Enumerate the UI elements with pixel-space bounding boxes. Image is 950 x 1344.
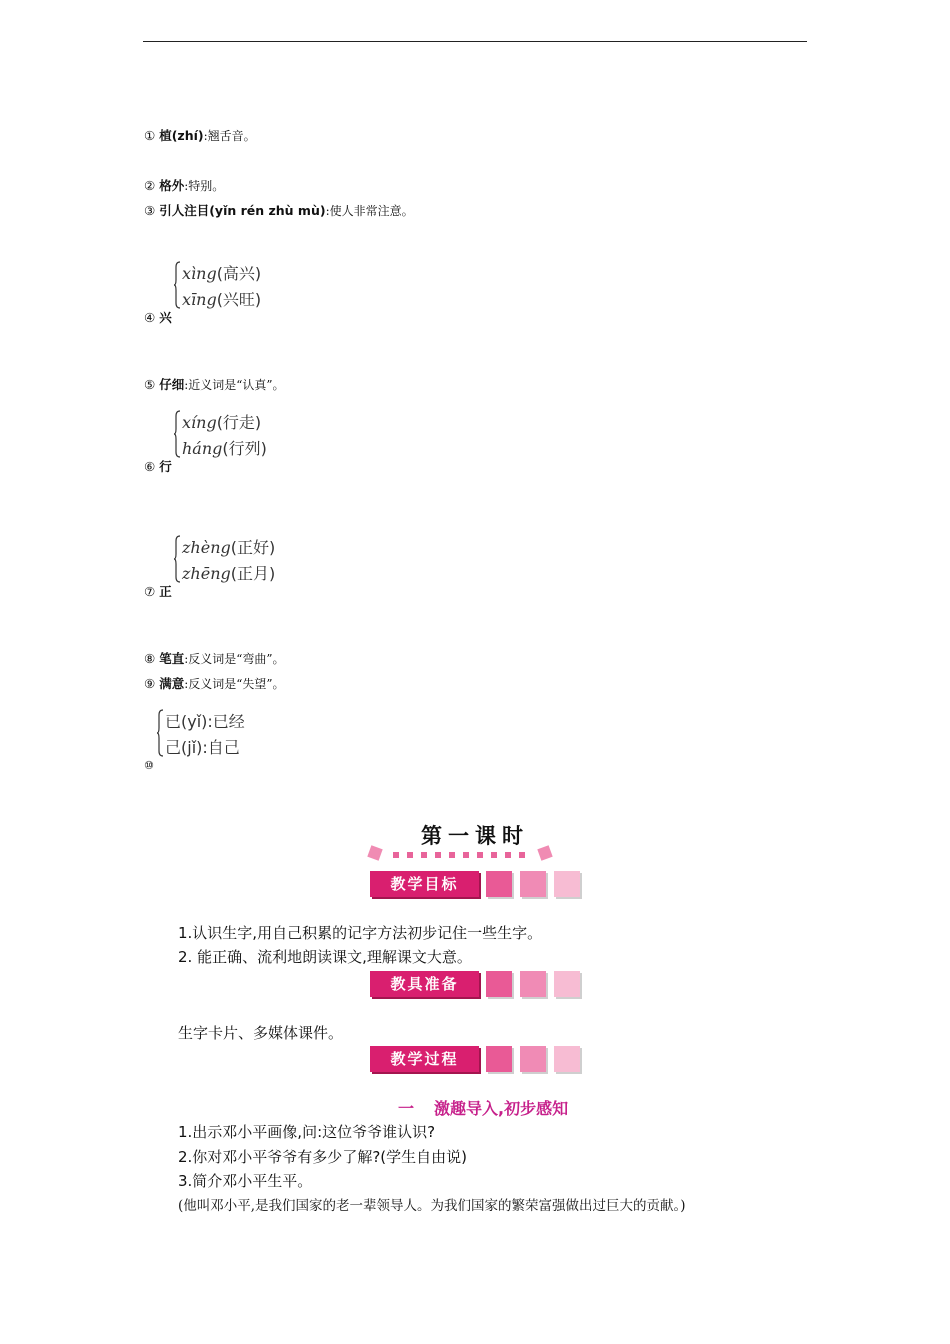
goal-line-2: 2. 能正确、流利地朗读课文,理解课文大意。 xyxy=(178,948,472,966)
tools-line: 生字卡片、多媒体课件。 xyxy=(178,1024,344,1042)
deco-dot xyxy=(449,852,455,858)
process-note: (他叫邓小平,是我们国家的老一辈领导人。为我们国家的繁荣富强做出过巨大的贡献。) xyxy=(178,1198,686,1214)
brace-icon xyxy=(174,261,180,309)
section-square xyxy=(520,971,546,997)
note-5: ⑤ 仔细:近义词是“认真”。 xyxy=(144,377,285,392)
title-decoration xyxy=(375,852,545,858)
process-line-1: 1.出示邓小平画像,问:这位爷爷谁认识? xyxy=(178,1123,436,1141)
goal-line-1: 1.认识生字,用自己积累的记字方法初步记住一些生字。 xyxy=(178,924,543,942)
note-10: ⑩ xyxy=(144,759,154,772)
brace-icon xyxy=(174,535,180,583)
deco-dot xyxy=(491,852,497,858)
brace-line: xìng(高兴) xyxy=(182,264,262,283)
header-rule xyxy=(143,41,807,42)
section-square xyxy=(520,1046,546,1072)
step-heading: 一 激趣导入,初步感知 xyxy=(398,1099,569,1118)
brace-icon xyxy=(174,410,180,458)
note-3: ③ 引人注目(yǐn rén zhù mù):使人非常注意。 xyxy=(144,203,414,218)
deco-dot xyxy=(407,852,413,858)
brace-line: zhèng(正好) xyxy=(182,538,276,557)
deco-dot xyxy=(463,852,469,858)
section-square xyxy=(520,871,546,897)
deco-dot xyxy=(505,852,511,858)
deco-dot xyxy=(421,852,427,858)
section-square xyxy=(486,1046,512,1072)
note-9: ⑨ 满意:反义词是“失望”。 xyxy=(144,676,285,691)
lesson-title: 第一课时 xyxy=(421,823,529,848)
section-label-process: 教学过程 xyxy=(370,1046,479,1072)
section-label-goals: 教学目标 xyxy=(370,871,479,897)
deco-end xyxy=(367,845,382,860)
brace-line: xíng(行走) xyxy=(182,413,262,432)
section-label-tools: 教具准备 xyxy=(370,971,479,997)
deco-dot xyxy=(393,852,399,858)
section-square xyxy=(486,971,512,997)
note-4: ④ 兴 xyxy=(144,310,172,325)
brace-icon xyxy=(157,709,163,757)
brace-line: 己(jǐ):自己 xyxy=(165,738,240,757)
brace-line: 已(yǐ):已经 xyxy=(165,712,245,731)
note-8: ⑧ 笔直:反义词是“弯曲”。 xyxy=(144,651,285,666)
section-square xyxy=(486,871,512,897)
section-square xyxy=(554,1046,580,1072)
process-line-3: 3.简介邓小平生平。 xyxy=(178,1172,313,1190)
brace-line: xīng(兴旺) xyxy=(182,290,262,309)
note-7: ⑦ 正 xyxy=(144,584,172,599)
deco-dot xyxy=(519,852,525,858)
note-1: ① 植(zhí):翘舌音。 xyxy=(144,128,256,143)
section-square xyxy=(554,971,580,997)
brace-line: háng(行列) xyxy=(182,439,267,458)
section-square xyxy=(554,871,580,897)
deco-dot xyxy=(435,852,441,858)
note-6: ⑥ 行 xyxy=(144,459,172,474)
brace-line: zhēng(正月) xyxy=(182,564,276,583)
note-2: ② 格外:特别。 xyxy=(144,178,225,193)
process-line-2: 2.你对邓小平爷爷有多少了解?(学生自由说) xyxy=(178,1148,467,1166)
deco-dot xyxy=(477,852,483,858)
